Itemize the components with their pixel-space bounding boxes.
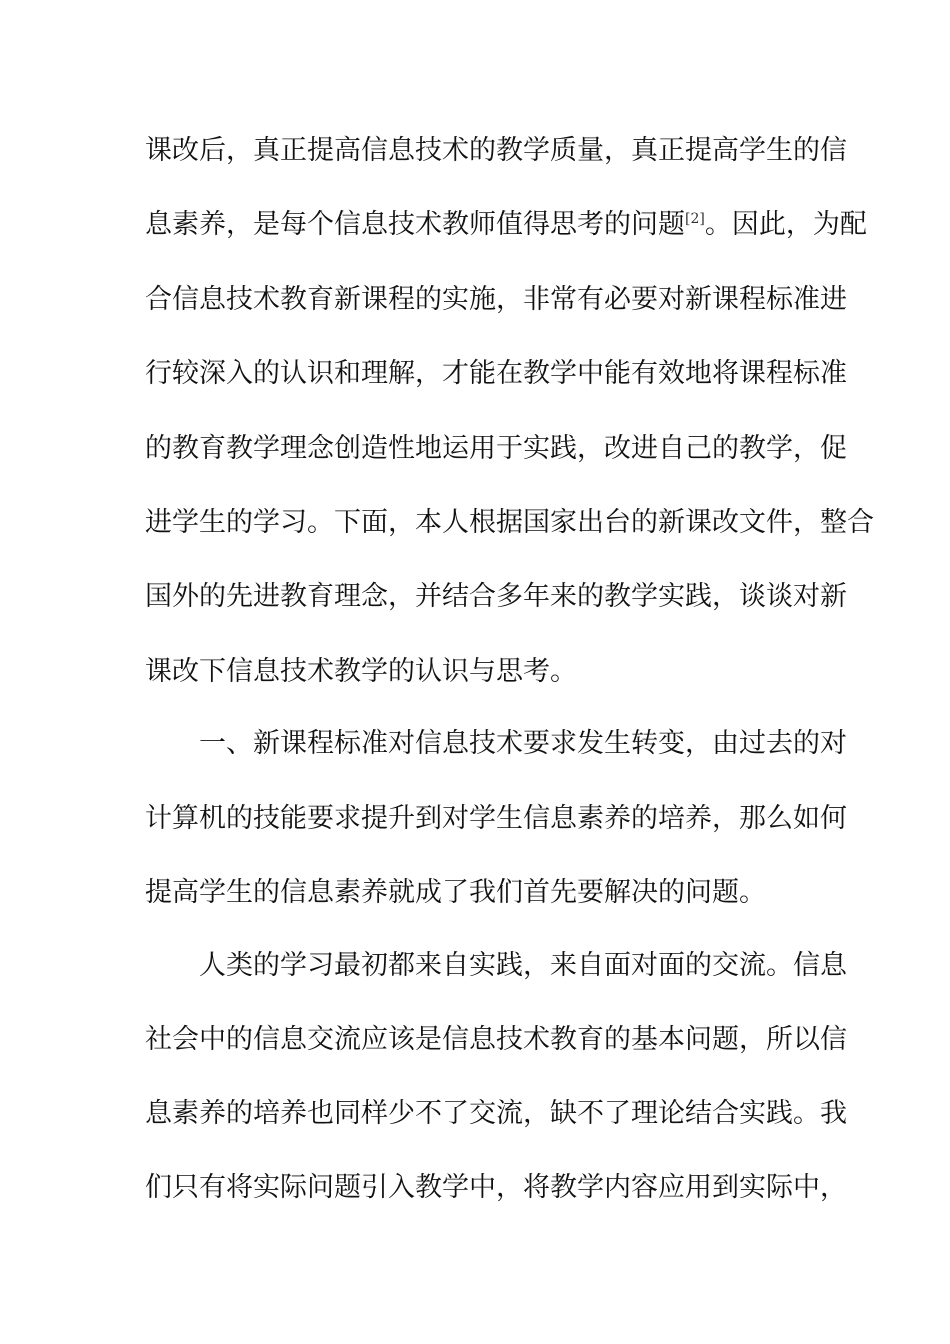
paragraph-line-last: 课改下信息技术教学的认识与思考。 [145, 656, 577, 687]
paragraph-line: 国外的先进教育理念，并结合多年来的教学实践，谈谈对新 [145, 581, 847, 612]
line-text-before-citation: 息素养，是每个信息技术教师值得思考的问题 [145, 209, 685, 240]
paragraph-line: 们只有将实际问题引入教学中，将教学内容应用到实际中， [145, 1172, 847, 1203]
paragraph-line: 行较深入的认识和理解，才能在教学中能有效地将课程标准 [145, 358, 847, 389]
paragraph-line: 息素养的培养也同样少不了交流，缺不了理论结合实践。我 [145, 1098, 847, 1129]
section-heading-line: 一、新课程标准对信息技术要求发生转变，由过去的对 [199, 728, 847, 759]
paragraph-line-with-citation [145, 205, 867, 245]
paragraph-line: 合信息技术教育新课程的实施，非常有必要对新课程标准进 [145, 284, 847, 315]
paragraph-line: 的教育教学理念创造性地运用于实践，改进自己的教学，促 [145, 433, 847, 464]
paragraph-line: 进学生的学习。下面，本人根据国家出台的新课改文件，整合 [145, 507, 874, 538]
paragraph-line: 社会中的信息交流应该是信息技术教育的基本问题，所以信 [145, 1024, 847, 1055]
line-text-after-citation: 。因此，为配 [704, 209, 867, 240]
citation-reference: [2] [685, 211, 705, 227]
paragraph-first-line: 人类的学习最初都来自实践，来自面对面的交流。信息 [199, 950, 847, 981]
paragraph-line: 计算机的技能要求提升到对学生信息素养的培养，那么如何 [145, 803, 847, 834]
paragraph-line: 课改后，真正提高信息技术的教学质量，真正提高学生的信 [145, 135, 847, 166]
paragraph-line-last: 提高学生的信息素养就成了我们首先要解决的问题。 [145, 877, 766, 908]
